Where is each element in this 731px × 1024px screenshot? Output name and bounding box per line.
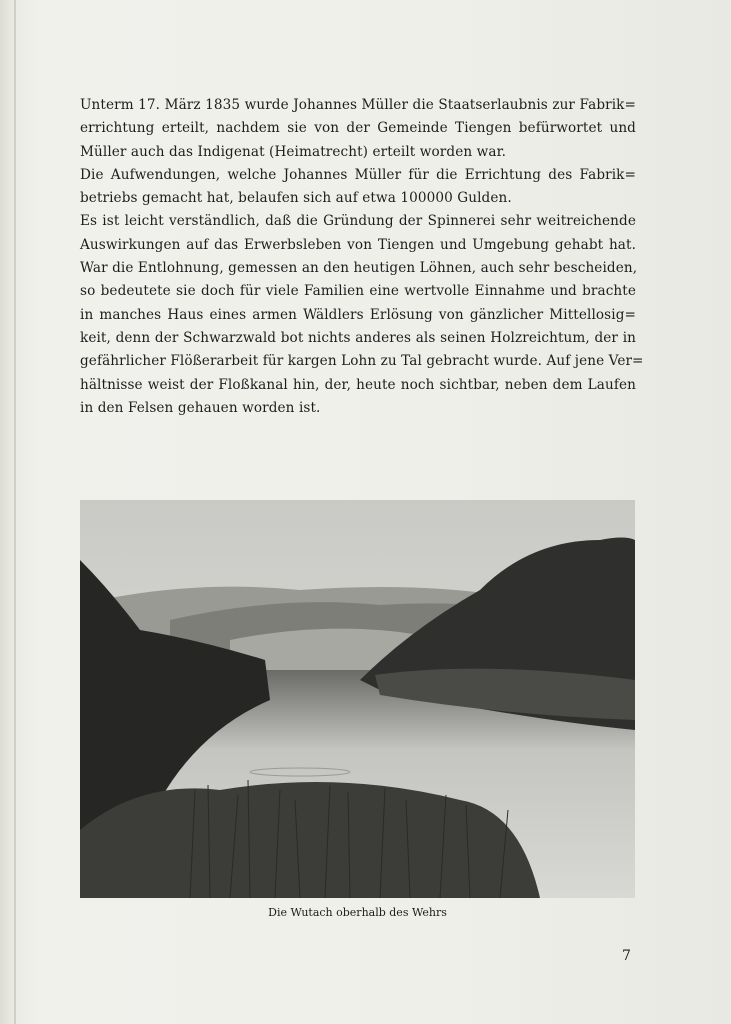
page-number: 7 — [622, 948, 631, 964]
text-line: Auswirkungen auf das Erwerbsleben von Tiengen und Umgebung gehabt hat. — [80, 236, 636, 253]
text-line: Es ist leicht verständlich, daß die Gründung der Spinnerei sehr weitreichende — [80, 213, 636, 230]
text-line: Unterm 17. März 1835 wurde Johannes Müller die Staatserlaubnis zur Fabrik= — [80, 97, 636, 113]
text-line: gefährlicher Flößerarbeit für kargen Lohn zu Tal gebracht wurde. Auf jene Ver= — [80, 353, 644, 370]
page-fold — [14, 0, 16, 1024]
text-line: keit, denn der Schwarzwald bot nichts anderes als seinen Holzreichtum, der in — [80, 329, 636, 346]
text-line: Müller auch das Indigenat (Heimatrecht) erteilt worden war. — [80, 143, 507, 160]
text-line: betriebs gemacht hat, belaufen sich auf etwa 100000 Gulden. — [80, 190, 512, 207]
text-line: in manches Haus eines armen Wäldlers Erlösung von gänzlicher Mittellosig= — [80, 306, 636, 323]
text-line: in den Felsen gehauen worden ist. — [80, 399, 321, 416]
body-text — [80, 94, 644, 420]
text-line: War die Entlohnung, gemessen an den heutigen Löhnen, auch sehr bescheiden, — [80, 260, 638, 277]
photo-caption: Die Wutach oberhalb des Wehrs — [268, 906, 447, 919]
text-line: hältnisse weist der Floßkanal hin, der, heute noch sichtbar, neben dem Laufen — [80, 376, 636, 393]
river-photo — [80, 500, 635, 898]
text-line: errichtung erteilt, nachdem sie von der Gemeinde Tiengen befürwortet und — [80, 120, 636, 137]
text-line: Die Aufwendungen, welche Johannes Müller für die Errichtung des Fabrik= — [80, 166, 636, 183]
text-line: so bedeutete sie doch für viele Familien eine wertvolle Einnahme und brachte — [80, 283, 636, 300]
